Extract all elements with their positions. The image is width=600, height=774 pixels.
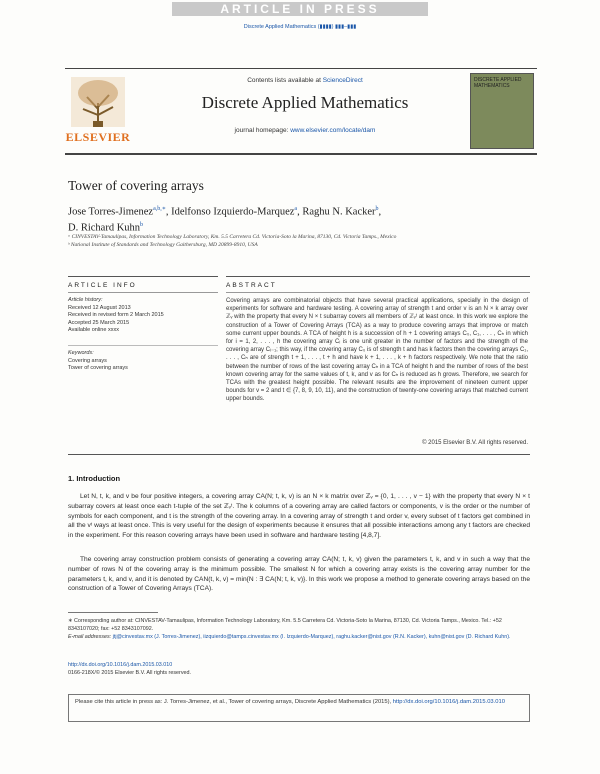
keyword: Tower of covering arrays (68, 365, 128, 371)
journal-reference[interactable]: Discrete Applied Mathematics (▮▮▮▮) ▮▮▮–▮▮▮ (243, 24, 357, 30)
citation-text (75, 698, 521, 707)
cover-title: DISCRETE APPLIED MATHEMATICS (474, 77, 522, 89)
contents-prefix: Contents lists available at (247, 77, 323, 84)
intro-paragraph: Let N, t, k, and v be four positive integers, a covering array CA(N; t, k, v) is an N × k matrix over ℤᵥ = {0, 1, . . . , v − 1} with the property that every N × t subarray covers at least once each t-tuple of the set ℤᵥᵗ. The k columns of a covering array are called factors or components, v is the order or the number of symbols for each component, and t is the strength of the covering array. In a covering array of strength t and order v, every subset of t factors get combined in all the vᵗ ways at least once. This is very useful for the design of experiments because it ensures that all possible interactions among any t factors are checked in the experiment. For this reason covering arrays have been used in software and hardware testing [4,8,7]. (68, 493, 530, 540)
author-name[interactable]: D. Richard Kuhn (68, 222, 141, 233)
contents-line (140, 77, 470, 84)
history-received: Received 12 August 2013 (68, 304, 131, 311)
divider (226, 276, 530, 277)
footnotes (68, 617, 530, 641)
footnote-rule (68, 612, 158, 613)
divider (68, 292, 218, 293)
article-title: Tower of covering arrays (68, 178, 204, 193)
history-label: Article history: (68, 297, 103, 303)
divider (68, 276, 218, 277)
history-revised: Received in revised form 2 March 2015 (68, 312, 164, 318)
corresponding-author-note: ∗ Corresponding author at: CINVESTAV-Tamaulipas, Information Technology Laboratory, Km. 5.5 Carretera Cd. Victoria-Soto la Marina, 87130, Cd. Victoria Tamps., Mexico. Tel.: +52 8343107020; fax: +52 8343107092. (68, 618, 502, 632)
section-title: 1. Introduction (68, 474, 121, 483)
email-label: E-mail addresses: (68, 634, 113, 640)
homepage-link[interactable]: www.elsevier.com/locate/dam (290, 127, 376, 134)
article-history (68, 297, 218, 335)
affiliation-b: ᵇ National Institute of Standards and Technology Gaithersburg, MD 20899-8910, USA (68, 242, 258, 248)
keyword: Covering arrays (68, 357, 107, 364)
abstract-text: Covering arrays are combinatorial objects that have several practical applications, specially in the design of experiments for software and hardware testing. A covering array of strength t and order v is an N × k array over ℤᵥ with the property that every N × t subarray covers all members of ℤᵥᵗ at least once. In this work we explore the construction of a Tower of Covering Arrays (TCA) as a way to produce covering arrays that improve or match some current upper bounds. A TCA of height h is a succession of h + 1 covering arrays C₀, C₁, . . . , Cₕ in which for i = 1, 2, . . . , h the covering array Cᵢ is one unit greater in the number of factors and the strength of the covering array Cᵢ₋₁; this way, if the covering array C₀ is of strength t and has k factors then the covering arrays C₁, . . . , Cₕ are of strength t + 1, . . . , t + h and have k + 1, . . . , k + h factors respectively. We note that the ratio between the number of rows of the last covering array Cₕ in a TCA of height h and the number of rows of the best known covering array for the same values of t, k, and v as for Cₕ is reduced as h grows. Therefore, we search for TCAs with the greatest height possible. The relevant results are the improvement of nineteen current upper bounds for v = 2 and t ∈ {7, 8, 9, 10, 11}, and the construction of twenty-one covering arrays that matched current upper bounds. (226, 298, 528, 403)
author-name[interactable]: Raghu N. Kacker (302, 206, 376, 218)
author-affil-marker[interactable]: b (140, 221, 144, 228)
history-accepted: Accepted 25 March 2015 (68, 319, 130, 326)
author-affil-marker[interactable]: a (294, 206, 298, 212)
homepage-line (140, 127, 470, 134)
journal-title: Discrete Applied Mathematics (201, 93, 409, 112)
homepage-prefix: journal homepage: (234, 127, 291, 134)
author-separator: , (165, 206, 172, 218)
article-info-heading: ARTICLE INFO (68, 282, 137, 289)
divider (68, 454, 530, 455)
publisher-name: ELSEVIER (65, 130, 131, 144)
citation-prefix: Please cite this article in press as: J. Torres-Jimenez, et al., Tower of covering arrays, Discrete Applied Mathematics (2015), (75, 699, 393, 705)
intro-paragraph: The covering array construction problem consists of generating a covering array CA(N; t, k, v) given the parameters t, k, and v in such a way that the number of rows N of the covering array is the minimum possible. The smallest N for which a covering array exists is the covering array number for the parameters t, k, and v, and it is denoted by CAN(t, k, v) = min{N : ∃ CA(N; t, k, v)}. In this work we propose a method to generate covering arrays based on the construction of a Tower of Covering Arrays (TCA). (68, 556, 530, 593)
affiliations (68, 233, 408, 249)
issn-line: 0166-218X/© 2015 Elsevier B.V. All rights reserved. (68, 670, 192, 676)
keywords (68, 350, 218, 373)
citation-doi-link[interactable]: http://dx.doi.org/10.1016/j.dam.2015.03.010 (392, 699, 505, 705)
divider (226, 292, 530, 293)
author-affil-marker[interactable]: b (375, 206, 379, 212)
author-list (68, 203, 538, 234)
doi-block (68, 661, 530, 677)
affiliation-a: ᵃ CINVESTAV-Tamaulipas, Information Technology Laboratory, Km. 5.5 Carretera Cd. Victoria-Soto la Marina, 87130, Cd. Victoria Tamps., Mexico (68, 234, 397, 240)
article-in-press-banner: ARTICLE IN PRESS (172, 2, 428, 16)
author-affil-marker[interactable]: a,b,∗ (153, 206, 166, 212)
author-name[interactable]: Idelfonso Izquierdo-Marquez (171, 206, 295, 218)
sciencedirect-link[interactable]: ScienceDirect (322, 77, 363, 84)
email-addresses[interactable]: jtj@cinvestav.mx (J. Torres-Jimenez), iizquierdo@tamps.cinvestav.mx (I. Izquierdo-Marquez), raghu.kacker@nist.gov (R.N. Kacker), kuhn@nist.gov (D. Richard Kuhn). (112, 634, 511, 640)
history-online: Available online xxxx (68, 327, 119, 333)
author-separator: , (297, 206, 303, 218)
abstract-heading: ABSTRACT (226, 282, 277, 289)
doi-link[interactable]: http://dx.doi.org/10.1016/j.dam.2015.03.010 (68, 662, 173, 668)
divider (68, 345, 218, 346)
copyright: © 2015 Elsevier B.V. All rights reserved. (422, 440, 528, 446)
author-separator: , (378, 206, 382, 218)
author-name[interactable]: Jose Torres-Jimenez (68, 206, 154, 218)
keywords-label: Keywords: (68, 350, 94, 356)
